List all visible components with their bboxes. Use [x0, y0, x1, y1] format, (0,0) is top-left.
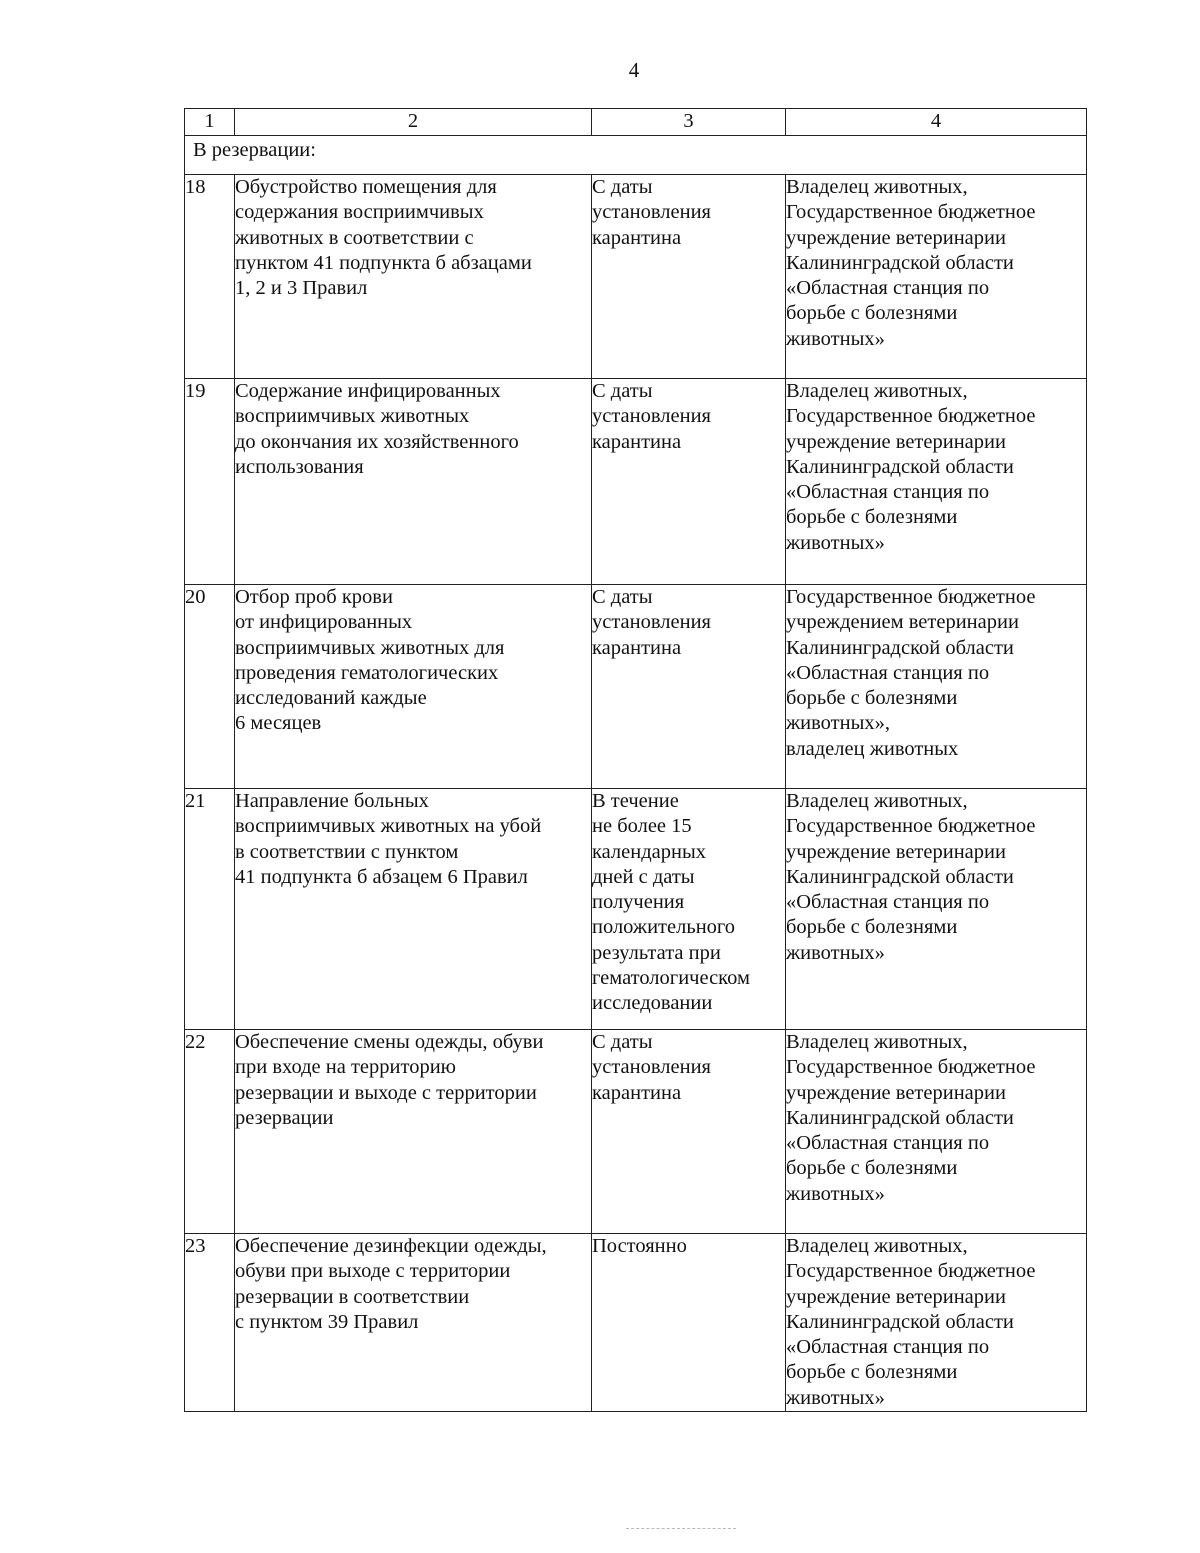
responsible-line: Государственное бюджетное: [786, 1056, 1036, 1079]
row-number: 19: [185, 379, 235, 585]
term-line: С даты: [592, 176, 653, 198]
column-header-row: [185, 109, 1087, 136]
measure-cell: [235, 585, 592, 789]
measure-line: обуви при выходе с территории: [235, 1260, 511, 1283]
table-row: [185, 789, 1087, 1030]
measure-line: с пунктом 39 Правил: [235, 1310, 419, 1333]
responsible-line: борьбе с болезнями: [786, 687, 958, 710]
scan-artifact-line: [626, 1528, 736, 1529]
measure-cell: [235, 1030, 592, 1234]
measure-line: пунктом 41 подпункта б абзацами: [235, 251, 532, 274]
term-line: календарных: [592, 840, 707, 863]
measure-line: восприимчивых животных для: [235, 636, 505, 659]
term-line: карантина: [592, 226, 682, 249]
table-row: [185, 379, 1087, 585]
responsible-line: Калининградской области: [786, 1106, 1014, 1129]
measure-line: Отбор проб крови: [235, 586, 393, 608]
measure-cell: [235, 175, 592, 379]
responsible-line: «Областная станция по: [786, 661, 990, 684]
responsible-line: борьбе с болезнями: [786, 506, 958, 529]
responsible-line: Государственное бюджетное: [786, 1260, 1036, 1283]
page-number: 4: [628, 58, 640, 82]
term-line: установления: [592, 611, 711, 634]
term-line: гематологическом: [592, 967, 750, 990]
table-row: [185, 1234, 1087, 1412]
responsible-line: владелец животных: [786, 737, 959, 760]
measure-line: Обеспечение дезинфекции одежды,: [235, 1235, 547, 1257]
responsible-cell: [786, 175, 1087, 379]
measure-line: 6 месяцев: [235, 712, 322, 735]
term-cell: [592, 1234, 786, 1412]
responsible-line: борьбе с болезнями: [786, 1157, 958, 1180]
row-number: 18: [185, 175, 235, 379]
measure-line: использования: [235, 455, 364, 478]
responsible-line: Калининградской области: [786, 251, 1014, 274]
responsible-line: Владелец животных,: [786, 380, 968, 402]
term-line: С даты: [592, 380, 653, 402]
column-header: 1: [185, 109, 235, 136]
term-line: исследовании: [592, 992, 713, 1015]
column-header: 3: [592, 109, 786, 136]
responsible-line: Калининградской области: [786, 636, 1014, 659]
term-line: С даты: [592, 586, 653, 608]
responsible-line: животных»: [786, 327, 885, 350]
table-row: [185, 585, 1087, 789]
responsible-line: Государственное бюджетное: [786, 201, 1036, 224]
responsible-cell: [786, 585, 1087, 789]
term-line: установления: [592, 405, 711, 428]
term-line: положительного: [592, 916, 736, 939]
row-number: 22: [185, 1030, 235, 1234]
responsible-line: Владелец животных,: [786, 176, 968, 198]
responsible-line: Калининградской области: [786, 1310, 1014, 1333]
responsible-line: Владелец животных,: [786, 1031, 968, 1053]
responsible-line: учреждением ветеринарии: [786, 611, 1019, 634]
term-line: карантина: [592, 636, 682, 659]
term-cell: [592, 585, 786, 789]
responsible-line: «Областная станция по: [786, 1336, 990, 1359]
responsible-line: учреждение ветеринарии: [786, 226, 1006, 249]
measure-line: резервации: [235, 1106, 334, 1129]
responsible-line: борьбе с болезнями: [786, 916, 958, 939]
section-title: В резервации:: [185, 136, 1087, 175]
responsible-line: «Областная станция по: [786, 891, 990, 914]
measure-line: от инфицированных: [235, 611, 413, 634]
term-cell: [592, 789, 786, 1030]
responsible-line: животных»,: [786, 712, 890, 735]
term-line: карантина: [592, 1081, 682, 1104]
measure-line: животных в соответствии с: [235, 226, 474, 249]
responsible-line: Государственное бюджетное: [786, 586, 1036, 608]
term-line: получения: [592, 891, 685, 914]
term-line: установления: [592, 1056, 711, 1079]
responsible-line: животных»: [786, 531, 885, 554]
measure-cell: [235, 789, 592, 1030]
responsible-line: животных»: [786, 1182, 885, 1205]
section-row: [185, 136, 1087, 175]
measure-line: восприимчивых животных: [235, 405, 470, 428]
responsible-line: учреждение ветеринарии: [786, 430, 1006, 453]
term-line: Постоянно: [592, 1235, 687, 1257]
measure-line: резервации и выходе с территории: [235, 1081, 537, 1104]
measure-line: в соответствии с пунктом: [235, 840, 459, 863]
term-cell: [592, 1030, 786, 1234]
responsible-cell: [786, 789, 1087, 1030]
table-row: [185, 1030, 1087, 1234]
measure-line: восприимчивых животных на убой: [235, 815, 542, 838]
measure-cell: [235, 1234, 592, 1412]
term-line: результата при: [592, 941, 721, 964]
responsible-line: Государственное бюджетное: [786, 815, 1036, 838]
measure-line: исследований каждые: [235, 687, 427, 710]
responsible-line: учреждение ветеринарии: [786, 1081, 1006, 1104]
measures-table: [184, 108, 1087, 1412]
measure-line: 41 подпункта б абзацем 6 Правил: [235, 865, 528, 888]
measure-line: Обеспечение смены одежды, обуви: [235, 1031, 544, 1053]
measure-line: до окончания их хозяйственного: [235, 430, 519, 453]
responsible-line: борьбе с болезнями: [786, 302, 958, 325]
responsible-line: животных»: [786, 941, 885, 964]
measure-line: проведения гематологических: [235, 661, 499, 684]
term-line: дней с даты: [592, 865, 695, 888]
term-line: В течение: [592, 790, 679, 812]
measure-line: резервации в соответствии: [235, 1285, 470, 1308]
responsible-line: учреждение ветеринарии: [786, 1285, 1006, 1308]
column-header: 4: [786, 109, 1087, 136]
responsible-cell: [786, 1234, 1087, 1412]
term-line: карантина: [592, 430, 682, 453]
responsible-line: учреждение ветеринарии: [786, 840, 1006, 863]
measure-line: Обустройство помещения для: [235, 176, 497, 198]
row-number: 23: [185, 1234, 235, 1412]
term-cell: [592, 175, 786, 379]
column-header: 2: [235, 109, 592, 136]
responsible-cell: [786, 379, 1087, 585]
responsible-line: борьбе с болезнями: [786, 1361, 958, 1384]
responsible-line: Государственное бюджетное: [786, 405, 1036, 428]
responsible-cell: [786, 1030, 1087, 1234]
measure-line: Направление больных: [235, 790, 429, 812]
responsible-line: «Областная станция по: [786, 1132, 990, 1155]
responsible-line: Владелец животных,: [786, 1235, 968, 1257]
table-body: [185, 109, 1087, 1412]
term-line: не более 15: [592, 815, 692, 838]
measure-cell: [235, 379, 592, 585]
responsible-line: Калининградской области: [786, 455, 1014, 478]
term-line: установления: [592, 201, 711, 224]
responsible-line: «Областная станция по: [786, 481, 990, 504]
measure-line: содержания восприимчивых: [235, 201, 484, 224]
measure-line: Содержание инфицированных: [235, 380, 501, 402]
row-number: 20: [185, 585, 235, 789]
term-line: С даты: [592, 1031, 653, 1053]
responsible-line: животных»: [786, 1386, 885, 1409]
responsible-line: «Областная станция по: [786, 277, 990, 300]
row-number: 21: [185, 789, 235, 1030]
table-row: [185, 175, 1087, 379]
measure-line: при входе на территорию: [235, 1056, 456, 1079]
term-cell: [592, 379, 786, 585]
measure-line: 1, 2 и 3 Правил: [235, 277, 368, 300]
responsible-line: Калининградской области: [786, 865, 1014, 888]
responsible-line: Владелец животных,: [786, 790, 968, 812]
